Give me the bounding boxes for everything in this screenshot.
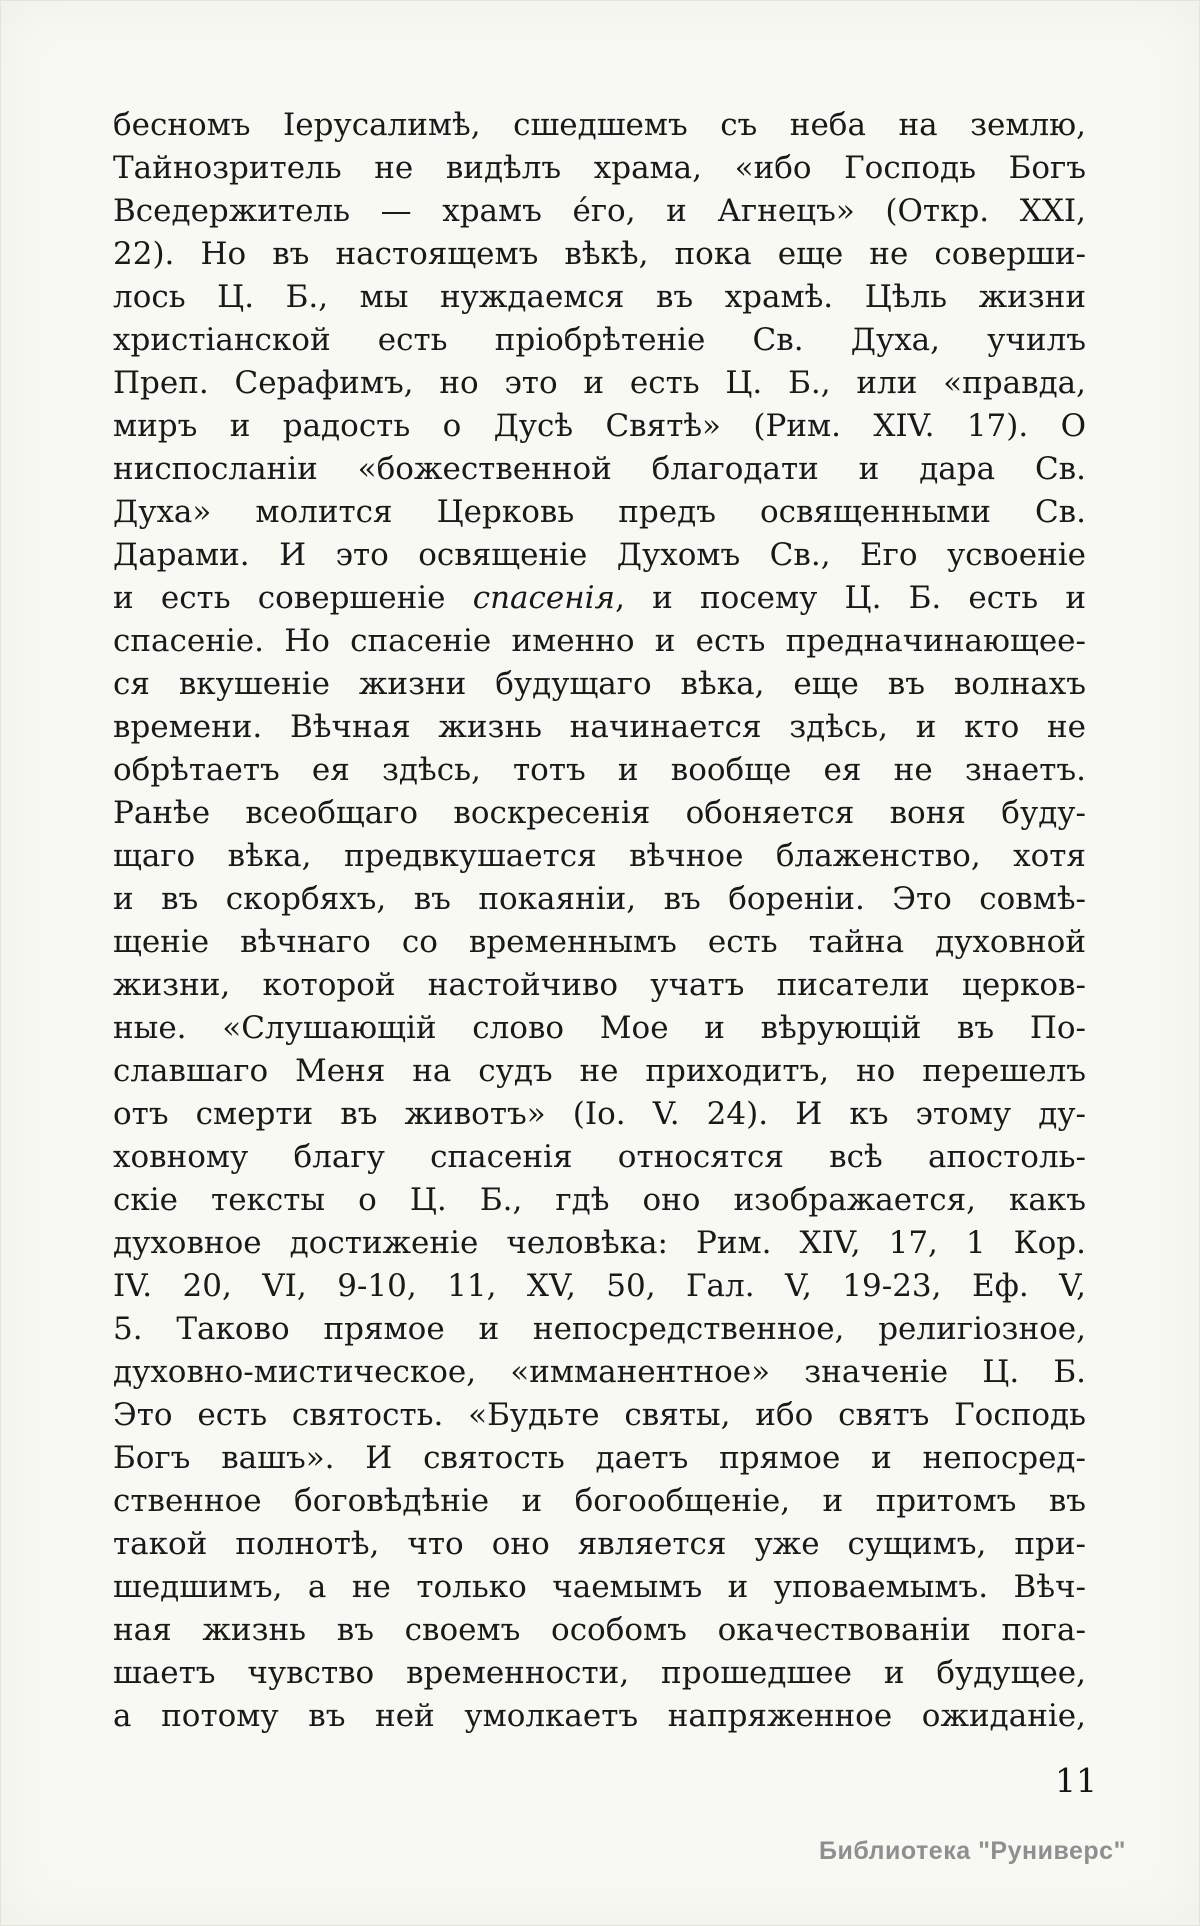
page-number: 11 <box>1055 1761 1097 1800</box>
text-line: отъ смерти въ животъ» (Іо. V. 24). И къ этому ду- <box>113 1096 1086 1132</box>
text-line: ховному благу спасенія относятся всѣ апостоль- <box>113 1139 1086 1175</box>
text-line: шедшимъ, а не только чаемымъ и уповаемымъ. Вѣч- <box>113 1569 1086 1605</box>
text-line: такой полнотѣ, что оно является уже сущимъ, при- <box>113 1526 1086 1562</box>
text-line: Дарами. И это освященіе Духомъ Св., Его усвоеніе <box>113 537 1086 573</box>
text-line: 5. Таково прямое и непосредственное, религіозное, <box>113 1311 1086 1347</box>
text-line: 22). Но въ настоящемъ вѣкѣ, пока еще не соверши- <box>113 236 1086 272</box>
text-line: Духа» молится Церковь предъ освященными Св. <box>113 494 1086 530</box>
text-line: спасеніе. Но спасеніе именно и есть предначинающее- <box>113 623 1086 659</box>
text-line: щаго вѣка, предвкушается вѣчное блаженство, хотя <box>113 838 1086 874</box>
text-line: жизни, которой настойчиво учатъ писатели церков- <box>113 967 1086 1003</box>
text-line: обрѣтаетъ ея здѣсь, тотъ и вообще ея не знаетъ. <box>113 752 1086 788</box>
italic-text: спасенія <box>472 580 616 616</box>
text-line: а потому въ ней умолкаетъ напряженное ожиданіе, <box>113 1698 1086 1734</box>
text-line: ственное боговѣдѣніе и богообщеніе, и притомъ въ <box>113 1483 1086 1519</box>
text-line: лось Ц. Б., мы нуждаемся въ храмѣ. Цѣль жизни <box>113 279 1086 315</box>
text-line: скіе тексты о Ц. Б., гдѣ оно изображается, какъ <box>113 1182 1086 1218</box>
text-line: Это есть святость. «Будьте святы, ибо святъ Господь <box>113 1397 1086 1433</box>
text-line: духовное достиженіе человѣка: Рим. XIV, 17, 1 Кор. <box>113 1225 1086 1261</box>
text-line: Богъ вашъ». И святость даетъ прямое и непосред- <box>113 1440 1086 1476</box>
text-line: Вседержитель — храмъ е́го, и Агнецъ» (Откр. XXI, <box>113 193 1086 229</box>
text-line: бесномъ Іерусалимѣ, сшедшемъ съ неба на землю, <box>113 107 1086 143</box>
text-line: ниспосланіи «божественной благодати и дара Св. <box>113 451 1086 487</box>
text-line: шаетъ чувство временности, прошедшее и будущее, <box>113 1655 1086 1691</box>
text-line: духовно-мистическое, «имманентное» значеніе Ц. Б. <box>113 1354 1086 1390</box>
page-text <box>113 104 1086 1738</box>
text-line: ся вкушеніе жизни будущаго вѣка, еще въ волнахъ <box>113 666 1086 702</box>
library-watermark: Библиотека "Руниверс" <box>819 1837 1126 1865</box>
text-line: и есть совершеніе спасенія, и посему Ц. Б. есть и <box>113 580 1086 616</box>
text-line: щеніе вѣчнаго со временнымъ есть тайна духовной <box>113 924 1086 960</box>
text-line: христіанской есть пріобрѣтеніе Св. Духа, училъ <box>113 322 1086 358</box>
text-line: Тайнозритель не видѣлъ храма, «ибо Господь Богъ <box>113 150 1086 186</box>
text-line: миръ и радость о Дусѣ Святѣ» (Рим. XIV. 17). О <box>113 408 1086 444</box>
text-line: и въ скорбяхъ, въ покаяніи, въ бореніи. Это совмѣ- <box>113 881 1086 917</box>
text-line: времени. Вѣчная жизнь начинается здѣсь, и кто не <box>113 709 1086 745</box>
text-line: ные. «Слушающій слово Мое и вѣрующій въ По- <box>113 1010 1086 1046</box>
text-line: Преп. Серафимъ, но это и есть Ц. Б., или «правда, <box>113 365 1086 401</box>
text-line: IV. 20, VI, 9-10, 11, XV, 50, Гал. V, 19-23, Еф. V, <box>113 1268 1086 1304</box>
text-line: Ранѣе всеобщаго воскресенія обоняется воня буду- <box>113 795 1086 831</box>
text-line: ная жизнь въ своемъ особомъ окачествованіи пога- <box>113 1612 1086 1648</box>
text-line: славшаго Меня на судъ не приходитъ, но перешелъ <box>113 1053 1086 1089</box>
